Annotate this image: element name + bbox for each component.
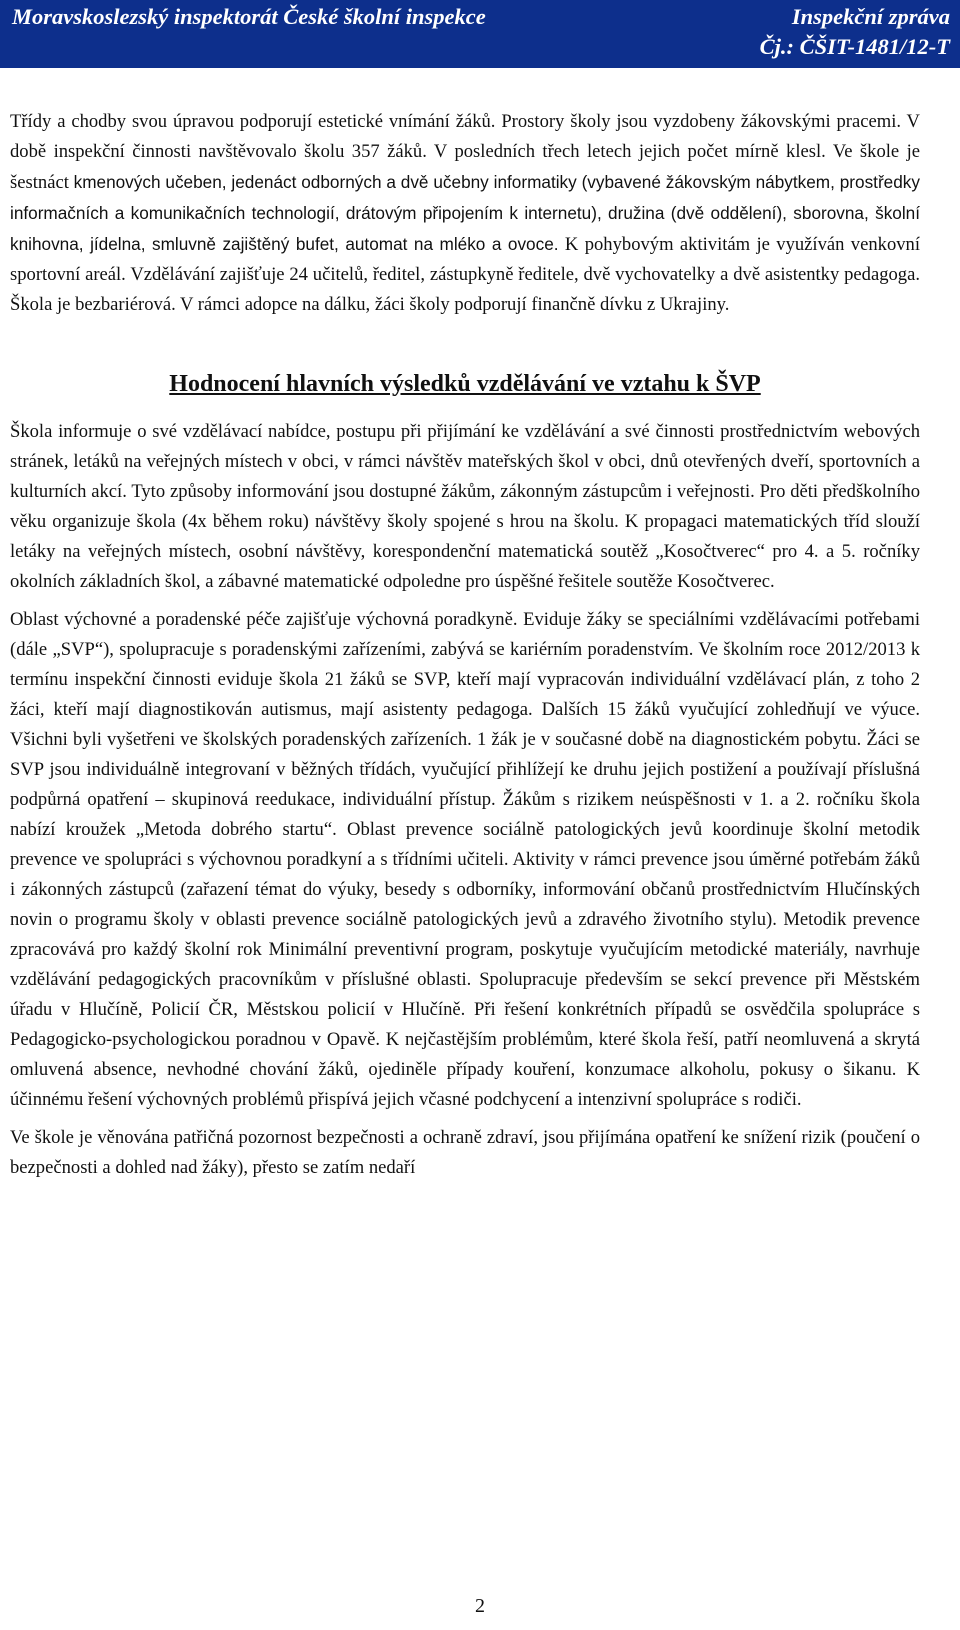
intro-serif-text: Třídy a chodby svou úpravou podporují estetické vnímání žáků. Prostory školy jsou vyzdobeny žákovskými pracemi. V době inspekční činnosti navštěvovalo školu 357 žáků. V posledních třech letech jejich počet mírně klesl. Ve škole je šestnáct bbox=[10, 111, 920, 193]
paragraph-safety: Ve škole je věnována patřičná pozornost bezpečnosti a ochraně zdraví, jsou přijímána opatření ke snížení rizik (poučení o bezpečnosti a dohled nad žáky), přesto se zatím nedaří bbox=[10, 1127, 920, 1178]
page-number: 2 bbox=[475, 1595, 485, 1617]
intro-paragraph bbox=[10, 107, 920, 320]
intro-sans-text: kmenových učeben, jedenáct odborných a dvě učebny informatiky (vybavené žákovským nábytkem, prostředky informačních a komunikačních technologií, drátovým připojením k internetu), družina (dvě oddělení), sborovna, školní knihovna, jídelna, smluvně zajištěný bufet, automat na mléko a ovoce. bbox=[10, 172, 920, 254]
section-heading: Hodnocení hlavních výsledků vzdělávání ve vztahu k ŠVP bbox=[169, 371, 761, 397]
intro-tail-text: K pohybovým aktivitám je využíván venkovní sportovní areál. Vzdělávání zajišťuje 24 učitelů, ředitel, zástupkyně ředitele, dvě vychovatelky a dvě asistentky pedagoga. Škola je bezbariérová. V rámci adopce na dálku, žáci školy podporují finančně dívku z Ukrajiny. bbox=[10, 234, 920, 315]
report-title: Inspekční zpráva bbox=[791, 4, 950, 29]
page-header bbox=[0, 0, 960, 68]
document-body bbox=[10, 107, 920, 1191]
paragraph-information: Škola informuje o své vzdělávací nabídce, postupu při přijímání ke vzdělávání a své činnosti prostřednictvím webových stránek, letáků na veřejných místech v obci, v rámci návštěv mateřských škol v obci, dnů otevřených dveří, sportovních a kulturních akcí. Tyto způsoby informování jsou dostupné žákům, zákonným zástupcům i veřejnosti. Pro děti předškolního věku organizuje škola (4x během roku) návštěvy školy spojené s hrou na školu. K propagaci matematických tříd slouží letáky na veřejných místech, osobní návštěvy, korespondenční matematická soutěž „Kosočtverec“ pro 4. a 5. ročníky okolních základních škol, a zábavné matematické odpoledne pro úspěšné řešitele soutěže Kosočtverec. bbox=[10, 421, 920, 592]
reference-number: Čj.: ČŠIT-1481/12-T bbox=[759, 34, 950, 59]
paragraph-counseling: Oblast výchovné a poradenské péče zajišťuje výchovná poradkyně. Eviduje žáky se speciálními vzdělávacími potřebami (dále „SVP“), spolupracuje s poradenskými zařízeními, zabývá se kariérním poradenstvím. Ve školním roce 2012/2013 k termínu inspekční činnosti eviduje škola 21 žáků se SVP, kteří mají vypracován individuální vzdělávací plán, z toho 2 žáci, kteří mají diagnostikován autismus, mají asistenty pedagoga. Dalších 15 žáků vyučující zohledňují ve výuce. Všichni byli vyšetřeni ve školských poradenských zařízeních. 1 žák je v současné době na diagnostickém pobytu. Žáci se SVP jsou individuálně integrovaní v běžných třídách, vyučující přihlížejí ke druhu jejich postižení a používají příslušná podpůrná opatření – skupinová reedukace, individuální přístup. Žákům s rizikem neúspěšnosti v 1. a 2. ročníku škola nabízí kroužek „Metoda dobrého startu“. Oblast prevence sociálně patologických jevů koordinuje školní metodik prevence ve spolupráci s výchovnou poradkyní a s třídními učiteli. Aktivity v rámci prevence jsou úměrné potřebám žáků i zákonných zástupců (zařazení témat do výuky, besedy s odborníky, informování občanů prostřednictvím Hlučínských novin o programu školy v oblasti prevence sociálně patologických jevů a zdravého životního stylu). Metodik prevence zpracovává pro každý školní rok Minimální preventivní program, poskytuje vyučujícím metodické materiály, navrhuje vzdělávání pedagogických pracovníkům v příslušné oblasti. Spolupracuje především se sekcí prevence při Městském úřadu v Hlučíně, Policií ČR, Městskou policií v Hlučíně. Při řešení konkrétních případů se osvědčila spolupráce s Pedagogicko-psychologickou poradnou v Opavě. K nejčastějším problémům, které škola řeší, patří neomluvená a skrytá omluvená absence, nevhodné chování žáků, ojediněle případy kouření, konzumace alkoholu, pokusy o šikanu. K účinnému řešení výchovných problémů přispívá jejich včasné podchycení a intenzivní spolupráce s rodiči. bbox=[10, 609, 920, 1110]
report-title-block bbox=[760, 2, 950, 62]
inspectorate-title: Moravskoslezský inspektorát České školní inspekce bbox=[12, 4, 486, 29]
